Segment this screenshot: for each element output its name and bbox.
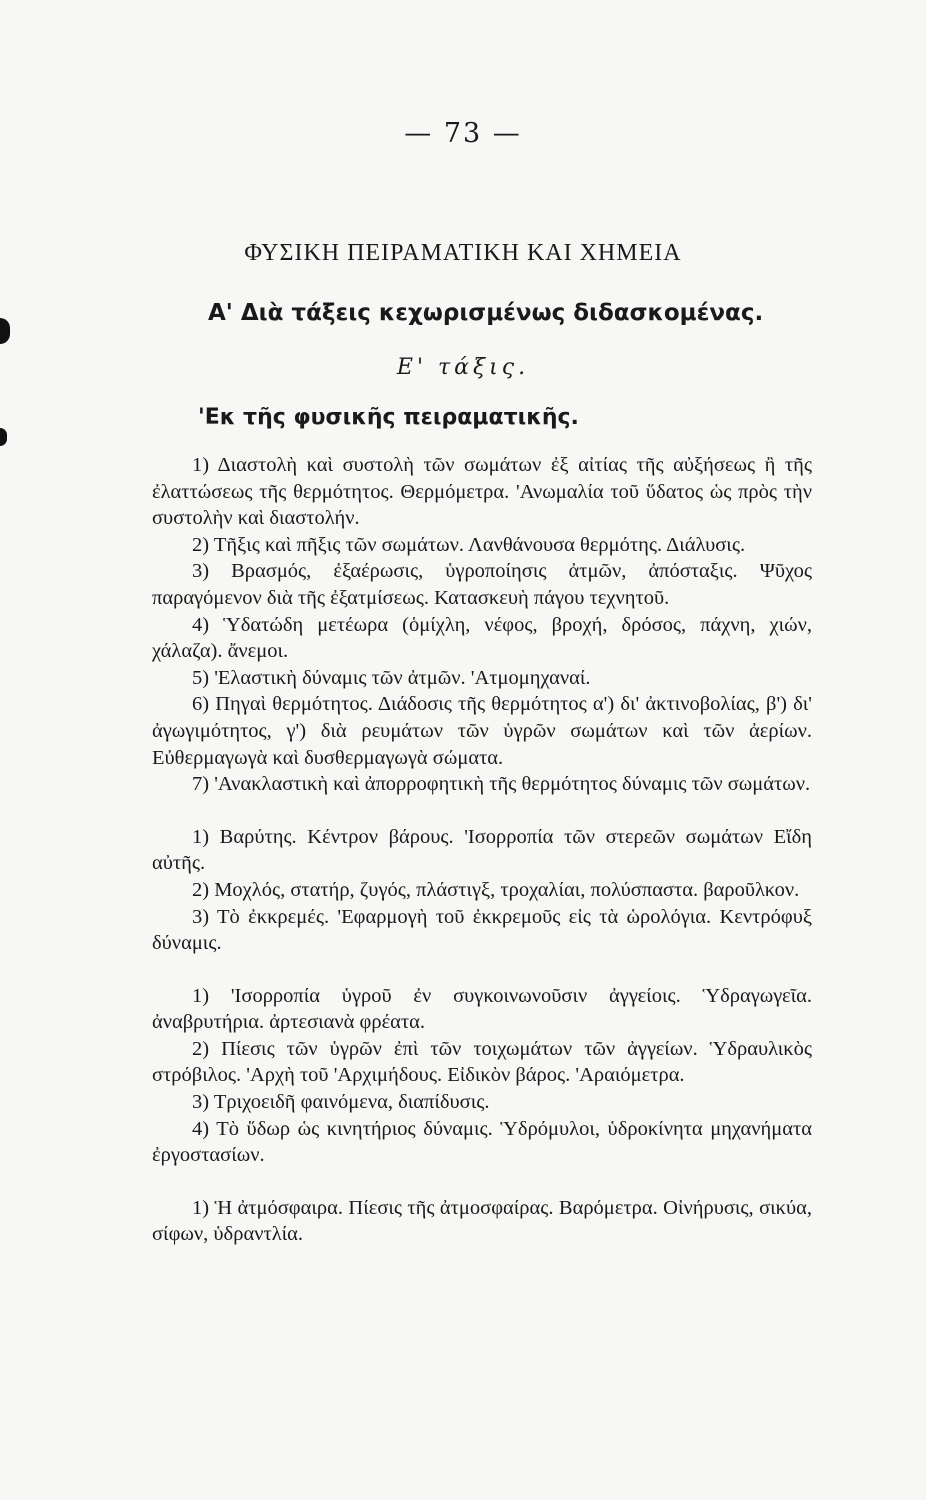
list-item: 2) Τῆξις καὶ πῆξις τῶν σωμάτων. Λανθάνουσα θερμότης. Διάλυσις. [192,533,746,556]
subsection-heading: 'Εκ τῆς φυσικῆς πειραματικῆς. [198,405,579,430]
class-label: Ε' τάξις. [396,355,530,380]
list-item: 1) 'Ισορροπία ὑγροῦ ἐν συγκοινωνοῦσιν ἀγγείοις. Ὑδραγωγεῖα. ἀναβρυτήρια. ἀρτεσιανὰ φρέατα. [152,984,812,1034]
section-heading: Α' Διὰ τάξεις κεχωρισμένως διδασκομένας. [208,300,764,326]
list-item: 1) Ἡ ἀτμόσφαιρα. Πίεσις τῆς ἀτμοσφαίρας. Βαρόμετρα. Οἰνήρυσις, σικύα, σίφων, ὑδραντλία. [152,1196,812,1246]
topic-group-liquids [152,983,812,1169]
list-item: 3) Τὸ ἐκκρεμές. 'Εφαρμογὴ τοῦ ἐκκρεμοῦς εἰς τὰ ὡρολόγια. Κεντρόφυξ δύναμις. [152,905,812,955]
list-item: 1) Διαστολὴ καὶ συστολὴ τῶν σωμάτων ἐξ αἰτίας τῆς αὐξήσεως ἢ τῆς ἐλαττώσεως τῆς θερμότητος. Θερμόμετρα. 'Ανωμαλία τοῦ ὕδατος ὡς πρὸς τὴν συστολὴν καὶ διαστολήν. [152,454,812,530]
list-item: 4) Τὸ ὕδωρ ὡς κινητήριος δύναμις. Ὑδρόμυλοι, ὑδροκίνητα μηχανήματα ἐργοστασίων. [152,1117,812,1167]
list-item: 2) Πίεσις τῶν ὑγρῶν ἐπὶ τῶν τοιχωμάτων τῶν ἀγγείων. Ὑδραυλικὸς στρόβιλος. 'Αρχὴ τοῦ 'Αρχιμήδους. Εἰδικὸν βάρος. 'Αραιόμετρα. [152,1037,812,1087]
topic-group-gravity [152,824,812,957]
list-item: 4) Ὑδατώδη μετέωρα (ὁμίχλη, νέφος, βροχή, δρόσος, πάχνη, χιών, χάλαζα). ἄνεμοι. [152,613,812,663]
topic-group-heat [152,452,812,798]
scan-edge-mark [0,318,10,344]
list-item: 2) Μοχλός, στατήρ, ζυγός, πλάστιγξ, τροχαλίαι, πολύσπαστα. βαροῦλκον. [192,878,800,901]
topic-group-atmosphere [152,1195,812,1248]
list-item: 1) Βαρύτης. Κέντρον βάρους. 'Ισορροπία τῶν στερεῶν σωμάτων Εἴδη αὐτῆς. [152,825,812,875]
list-item: 3) Βρασμός, ἐξαέρωσις, ὑγροποίησις ἀτμῶν, ἀπόσταξις. Ψῦχος παραγόμενον διὰ τῆς ἐξατμίσεως. Κατασκευὴ πάγου τεχνητοῦ. [152,560,812,609]
list-item: 7) 'Ανακλαστικὴ καὶ ἀπορροφητικὴ τῆς θερμότητος δύναμις τῶν σωμάτων. [192,773,811,796]
body-text [152,452,812,1248]
scan-edge-mark [0,428,7,446]
list-item: 6) Πηγαὶ θερμότητος. Διάδοσις τῆς θερμότητος α') δι' ἀκτινοβολίας, β') δι' ἀγωγιμότητος, γ') διὰ ρευμάτων τῶν ὑγρῶν σωμάτων καὶ τῶν ἀερίων. Εὐθερμαγωγὰ καὶ δυσθερμαγωγὰ σώματα. [152,693,812,769]
list-item: 3) Τριχοειδῆ φαινόμενα, διαπίδυσις. [192,1091,490,1114]
page-title: ΦΥΣΙΚΗ ΠΕΙΡΑΜΑΤΙΚΗ ΚΑΙ ΧΗΜΕΙΑ [244,240,682,266]
page-number: — 73 — [404,118,522,149]
list-item: 5) 'Ελαστικὴ δύναμις τῶν ἀτμῶν. 'Ατμομηχαναί. [192,666,591,689]
